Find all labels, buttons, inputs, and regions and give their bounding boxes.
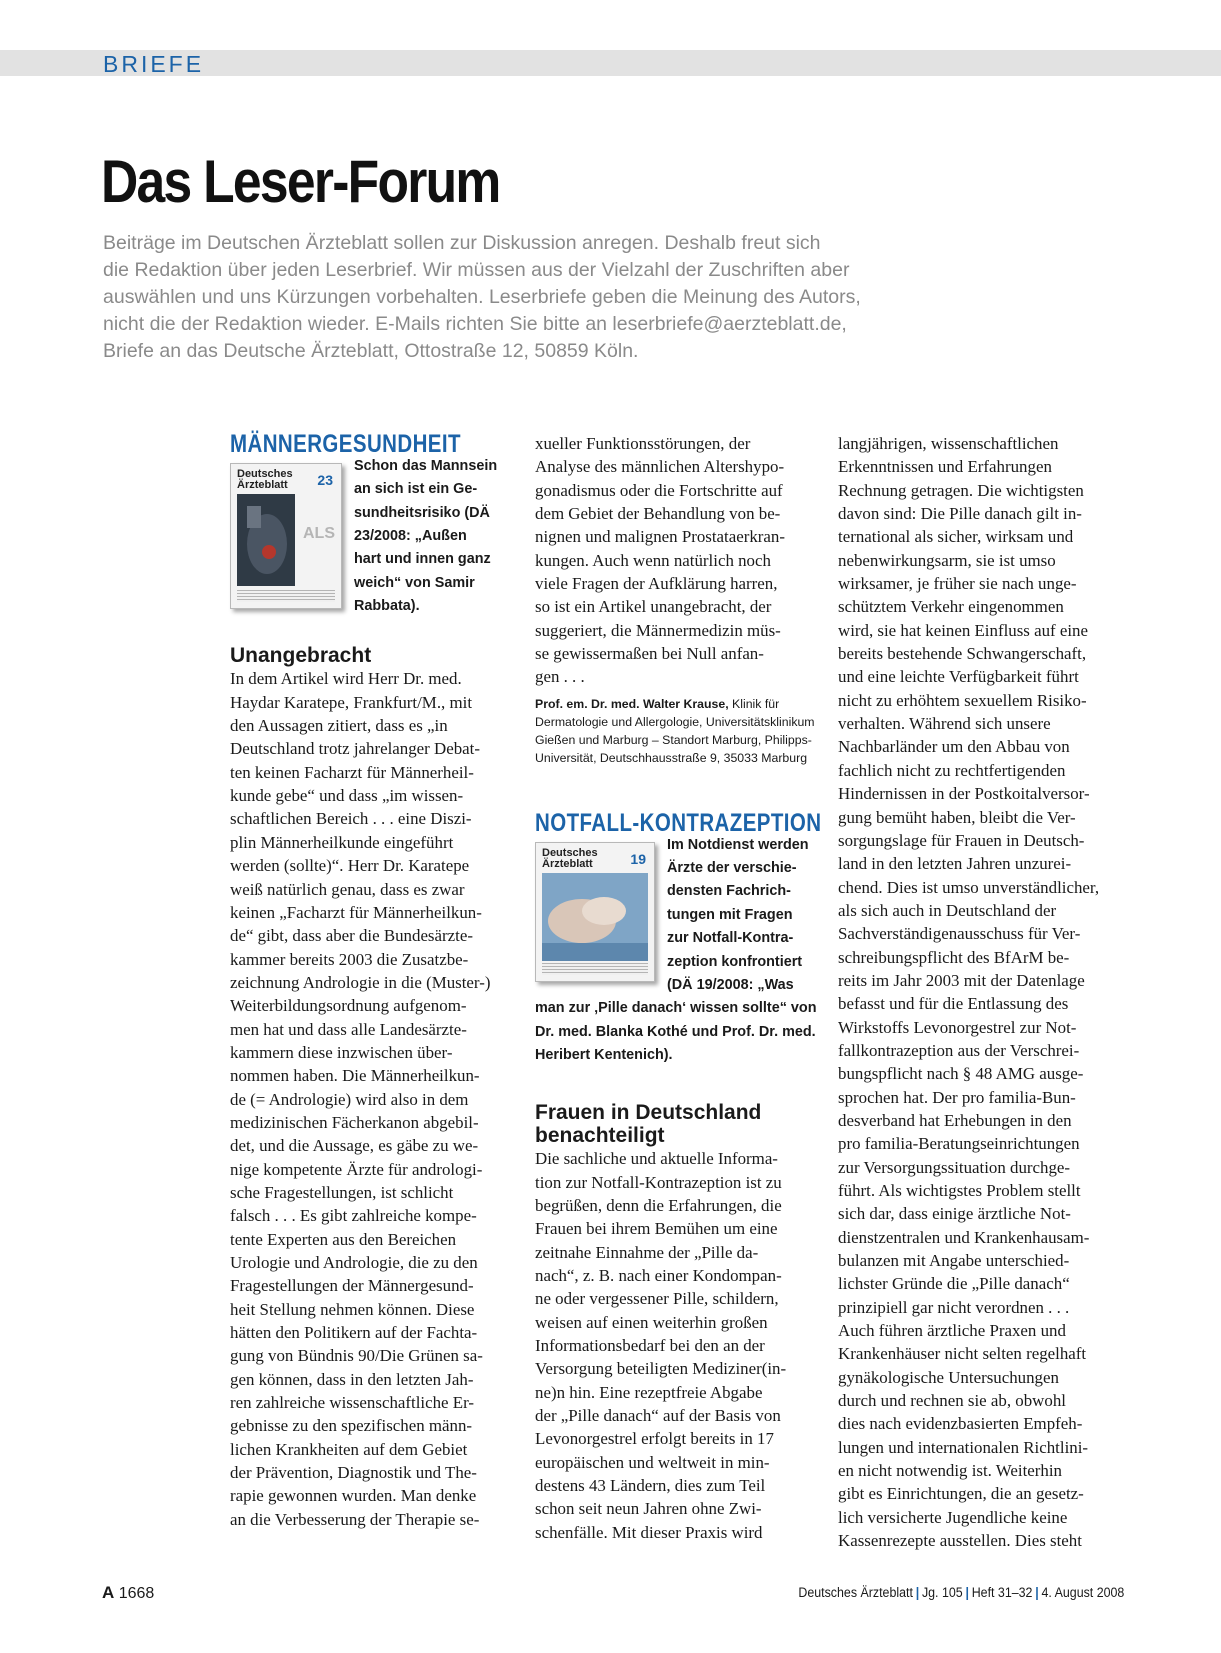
column-2 [535,432,822,1544]
separator: | [915,1585,919,1600]
author-name: Prof. em. Dr. med. Walter Krause, [535,696,729,711]
separator: | [965,1585,969,1600]
letter-body-continued: xueller Funktionsstörungen, der Analyse des männlichen Altershypo- gonadismus oder die Fortschritte auf dem Gebiet der Behandlung von be- nignen und malignen Prostataerkran- kungen. Auch wenn natürlich noch viele Fragen der Aufklärung harren, so ist ein Artikel unangebracht, der suggeriert, die Männermedizin müs- se gewissermaßen bei Null anfan- gen . . . [535,434,786,687]
cover-footer-band [542,963,648,975]
footer-citation [798,1585,1124,1600]
letter-body-continued: langjährigen, wissenschaftlichen Erkenntnissen und Erfahrungen Rechnung getragen. Die wichtigsten davon sind: Die Pille danach gilt in- ternational als sicher, wirksam und nebenwirkungsarm, sie ist umso wirksamer, je früher sie nach unge- schütztem Verkehr eingenommen wird, sie hat keinen Einfluss auf eine bereits bestehende Schwangerschaft, und eine leichte Verfügbarkeit führt nicht zu erhöhtem sexuellem Risiko- verhalten. Während sich unsere Nachbarländer um den Abbau von fachlich nicht zu rechtfertigenden Hindernissen in der Postkoitalversor- gung bemüht haben, bleibt die Ver- sorgungslage für Frauen in Deutsch- land in den letzten Jahren unzurei- chend. Dies ist umso unverständlicher, als sich auch in Deutschland der Sachverständigenausschuss für Ver- schreibungspflicht des BfArM be- reits im Jahr 2003 mit der Datenlage befasst und für die Entlassung des Wirkstoffs Levonorgestrel zur Not- fallkontrazeption aus der Verschrei- bungspflicht nach § 48 AMG ausge- sprochen hat. Der pro familia-Bun- desverband hat Erhebungen in den pro familia-Beratungseinrichtungen zur Versorgungssituation durchge- führt. Als wichtigstes Problem stellt sich dar, dass einige ärztliche Not- dienstzentralen und Krankenhausam- bulanzen mit Angabe unterschied- lichster Gründe die „Pille danach“ prinzipiell gar nicht verordnen . . . Auch führen ärztliche Praxen und Krankenhäuser nicht selten regelhaft gynäkologische Untersuchungen durch und rechnen sie ab, obwohl dies nach evidenzbasierten Empfeh- lungen und internationalen Richtlini- en nicht notwendig ist. Weiterhin gibt es Einrichtungen, die an gesetz- lich versicherte Jugendliche keine Kassenrezepte ausstellen. Dies steht [838,434,1100,1551]
lede-row [535,836,819,997]
issue: Heft 31–32 [971,1585,1033,1600]
letter-body: Die sachliche und aktuelle Informa- tion zur Notfall-Kontrazeption ist zu begrüßen, denn die Erfahrungen, die Frauen bei ihrem Bemühen um eine zeitnahe Einnahme der „Pille da- nach“, z. B. nach einer Kondompan- ne oder vergessener Pille, schildern, weisen auf einen weiterhin großen Informationsbedarf bei den an der Versorgung beteiligten Mediziner(in- ne)n hin. Eine rezeptfreie Abgabe der „Pille danach“ auf der Basis von Levonorgestrel erfolgt bereits in 17 europäischen und weltweit in min- destens 43 Ländern, dies zum Teil schon seit neun Jahren ohne Zwi- schenfälle. Mit dieser Praxis wird [535,1149,787,1542]
journal-name: Deutsches Ärzteblatt [798,1585,913,1600]
magazine-cover-thumbnail [230,463,342,609]
cover-issue-number: 23 [317,472,333,488]
column-1 [230,428,514,1531]
separator: | [1034,1585,1039,1600]
cover-masthead: Deutsches Ärzteblatt [237,468,293,491]
topic-heading: NOTFALL-KONTRAZEPTION [535,808,822,837]
cover-photo [542,873,648,961]
volume: Jg. 105 [921,1585,963,1600]
page-prefix: A [102,1583,115,1602]
section-label: BRIEFE [103,51,205,77]
cover-headline-word: ALS [303,525,335,542]
letter-author [535,695,819,767]
letter-heading: Frauen in Deutschland benachteiligt [535,1101,762,1148]
cover-photo [237,494,295,586]
intro-text: Beiträge im Deutschen Ärzteblatt sollen zur Diskussion anregen. Deshalb freut sich die Redaktion über jeden Leserbrief. Wir müssen aus der Vielzahl der Zuschriften aber auswählen und uns Kürzungen vorbehalten. Leserbriefe geben die Meinung des Autors, nicht die der Redaktion wieder. E-Mails richten Sie bitte an leserbriefe@aerzteblatt.de, Briefe an das Deutsche Ärzteblatt, Ottostraße 12, 50859 Köln. [103,232,861,362]
lede-row [230,458,514,618]
column-3 [838,432,1128,1553]
article-reference-lede: Schon das Mannsein an sich ist ein Ge- sundheitsrisiko (DÄ 23/2008: „Außen hart und innen ganz weich“ von Samir Rabbata). [354,458,498,615]
article-reference-lede: Im Notdienst werden Ärzte der verschie- densten Fachrich- tungen mit Fragen zur Notfall-Kontra- zeption konfrontiert (DÄ 19/2008: „Was [667,836,809,993]
letter-body: In dem Artikel wird Herr Dr. med. Haydar Karatepe, Frankfurt/M., mit den Aussagen zitiert, dass es „in Deutschland trotz jahrelanger Debat- ten keinen Facharzt für Männerheil- kunde gebe“ und dass „im wissen- schaftlichen Bereich . . . eine Diszi- plin Männerheilkunde eingeführt werden (sollte)“. Herr Dr. Karatepe weiß natürlich genau, dass es zwar keinen „Facharzt für Männerheilkun- de“ gibt, dass aber die Bundesärzte- kammer bereits 2003 die Zusatzbe- zeichnung Andrologie in die (Muster-) Weiterbildungsordnung aufgenom- men hat und dass alle Landesärzte- kammern diese inzwischen über- nommen haben. Die Männerheilkun- de (= Andrologie) wird also in dem medizinischen Fächerkanon abgebil- det, und die Aussage, es gäbe zu we- nige kompetente Ärzte für andrologi- sche Fragestellungen, ist schlicht falsch . . . Es gibt zahlreiche kompe- tente Experten aus den Bereichen Urologie und Andrologie, die zu den Fragestellungen der Männergesund- heit Stellung nehmen können. Diese hätten den Politikern auf der Fachta- gung von Bündnis 90/Die Grünen sa- gen können, dass in den letzten Jah- ren zahlreiche wissenschaftliche Er- gebnisse zu den spezifischen männ- lichen Krankheiten auf dem Gebiet der Prävention, Diagnostik und The- rapie gewonnen wurden. Man denke an die Verbesserung der Therapie se- [230,669,491,1529]
cover-issue-number: 19 [630,850,646,867]
letter-heading: Unangebracht [230,644,372,668]
cover-masthead: Deutsches Ärzteblatt [542,846,598,870]
page-number-value: 1668 [118,1585,155,1602]
topic-heading: MÄNNERGESUNDHEIT [230,430,461,458]
article-reference-lede-continued: man zur ‚Pille danach‘ wissen sollte“ von Dr. med. Blanka Kothé und Prof. Dr. med. Heribert Kentenich). [535,1000,817,1063]
cover-footer-band [237,590,335,602]
page-number [102,1583,154,1603]
date: 4. August 2008 [1041,1585,1124,1600]
magazine-cover-thumbnail [535,842,655,982]
page-title: Das Leser-Forum [101,148,500,215]
author-affiliation: Klinik für Dermatologie und Allergologie, Universitätsklinikum Gießen und Marburg – Standort Marburg, Philipps- Universität, Deutschhausstraße 9, 35033 Marburg [535,696,815,765]
